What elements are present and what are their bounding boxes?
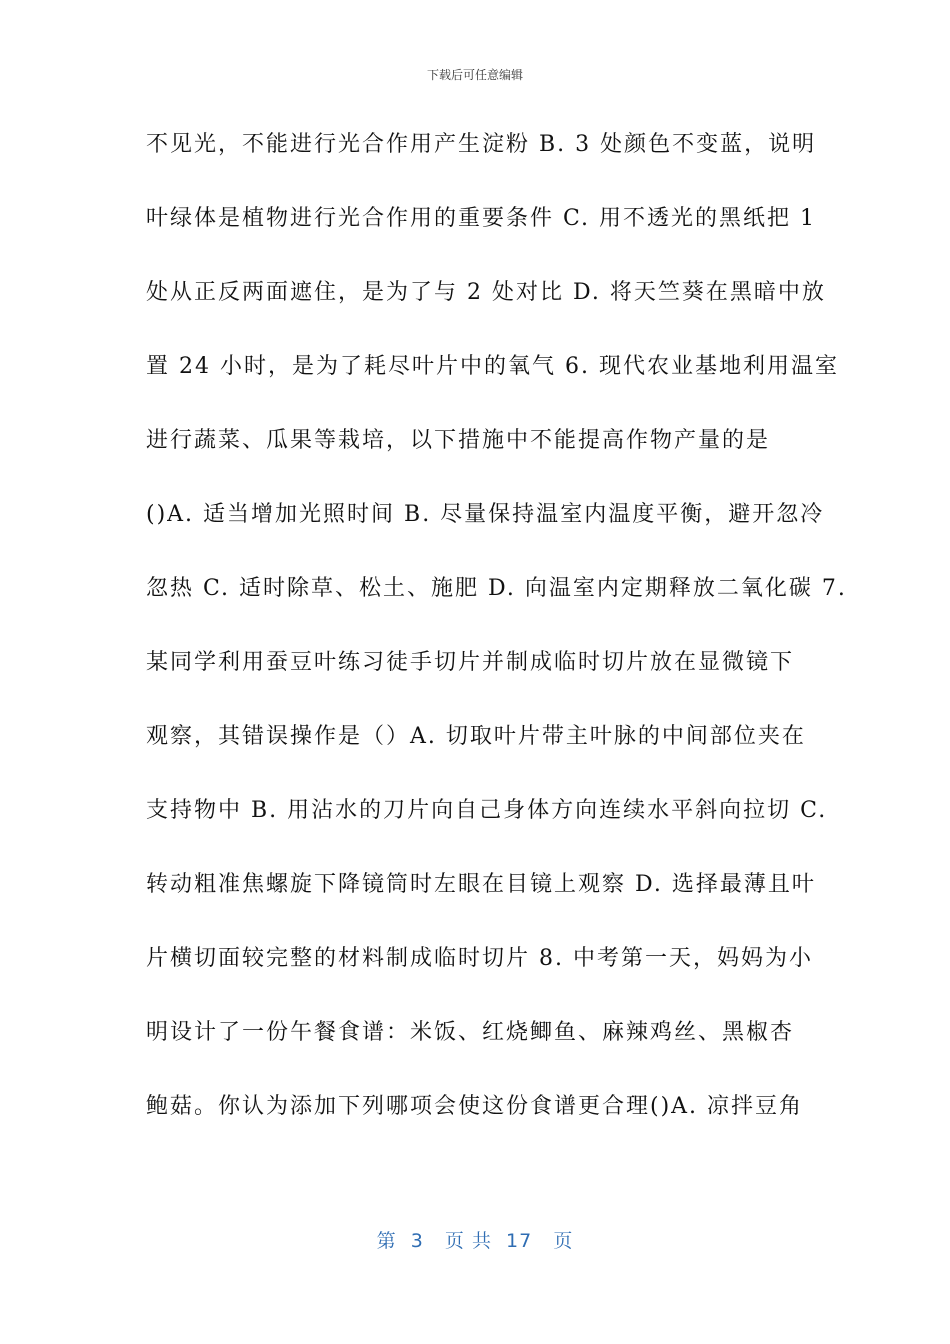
page-number-footer: 第 3 页 共 17 页 — [376, 1230, 574, 1252]
text-line-5: 进行蔬菜、瓜果等栽培，以下措施中不能提高作物产量的是 — [146, 428, 771, 453]
text-line-11: 转动粗准焦螺旋下降镜筒时左眼在目镜上观察 D. 选择最薄且叶 — [146, 872, 816, 897]
text-line-1: 不见光，不能进行光合作用产生淀粉 B. 3 处颜色不变蓝，说明 — [146, 132, 817, 157]
document-body — [146, 126, 847, 1162]
text-line-4: 置 24 小时，是为了耗尽叶片中的氧气 6. 现代农业基地利用温室 — [146, 354, 839, 379]
text-line-7: 忽热 C. 适时除草、松土、施肥 D. 向温室内定期释放二氧化碳 7. — [146, 576, 847, 601]
text-line-3: 处从正反两面遮住，是为了与 2 处对比 D. 将天竺葵在黑暗中放 — [146, 280, 826, 305]
text-line-12: 片横切面较完整的材料制成临时切片 8. 中考第一天，妈妈为小 — [146, 946, 813, 971]
text-line-8: 某同学利用蚕豆叶练习徒手切片并制成临时切片放在显微镜下 — [146, 650, 795, 675]
text-line-13: 明设计了一份午餐食谱：米饭、红烧鲫鱼、麻辣鸡丝、黑椒杏 — [146, 1020, 795, 1045]
page-header-note: 下载后可任意编辑 — [426, 68, 523, 82]
text-line-9: 观察，其错误操作是（）A. 切取叶片带主叶脉的中间部位夹在 — [146, 724, 806, 749]
text-line-10: 支持物中 B. 用沾水的刀片向自己身体方向连续水平斜向拉切 C. — [146, 798, 828, 823]
text-line-2: 叶绿体是植物进行光合作用的重要条件 C. 用不透光的黑纸把 1 — [146, 206, 817, 231]
text-line-14: 鲍菇。你认为添加下列哪项会使这份食谱更合理()A. 凉拌豆角 — [146, 1094, 804, 1119]
text-line-6: ()A. 适当增加光照时间 B. 尽量保持温室内温度平衡，避开忽冷 — [146, 502, 825, 527]
